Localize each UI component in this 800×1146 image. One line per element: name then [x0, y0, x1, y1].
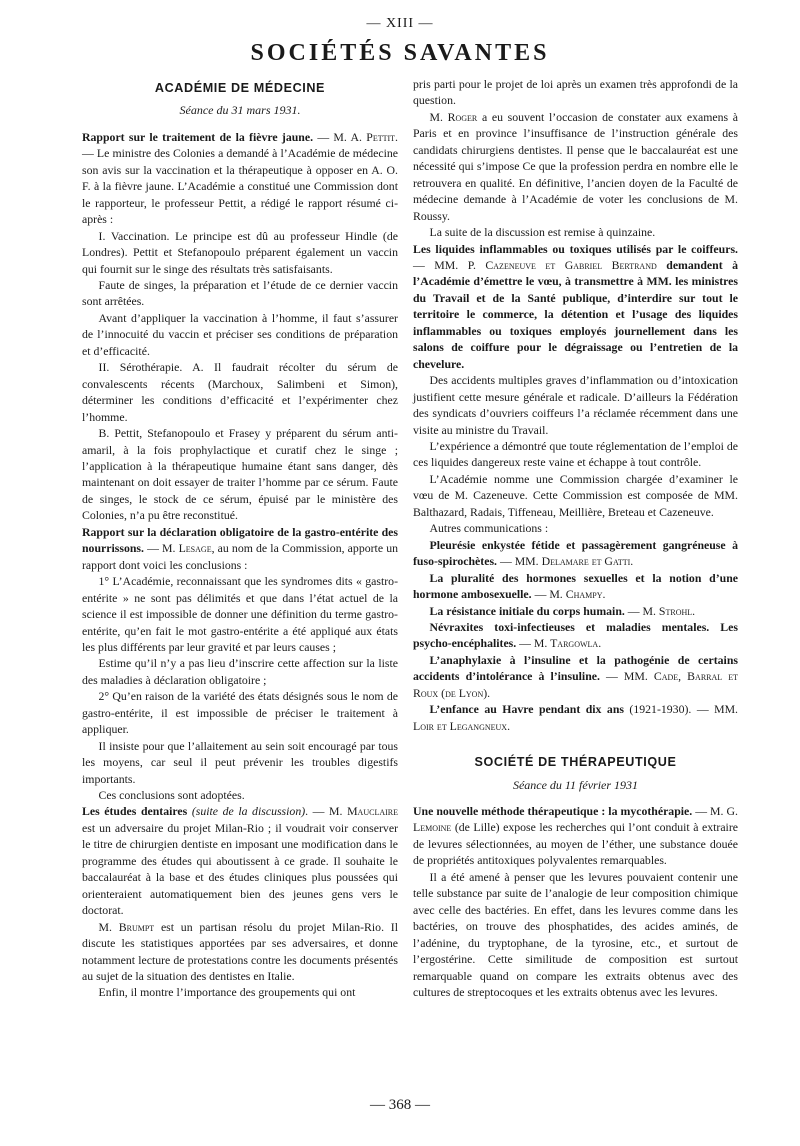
communication-title: Pleurésie enkystée fétide et passagèrement gangréneuse à fuso-spirochètes. — [413, 537, 738, 569]
communication-title: La résistance initiale du corps humain. — [429, 603, 625, 618]
communication-item — [413, 537, 738, 570]
paragraph: Estime qu’il n’y a pas lieu d’inscrire cette affection sur la liste des maladies à déclaration obligatoire ; — [82, 656, 398, 687]
section-heading-therapeutique: SOCIÉTÉ DE THÉRAPEUTIQUE — [474, 755, 677, 770]
communication-item — [413, 701, 738, 734]
text: M. — [429, 109, 448, 124]
author-name: — MM. Cade, Barral et Roux (de Lyon). — [413, 669, 738, 700]
author-name: Lesage — [178, 541, 212, 556]
dash: — M. G. — [692, 804, 738, 819]
paragraph: Enfin, il montre l’importance des groupements qui ont — [98, 985, 356, 1000]
paragraph — [82, 919, 398, 985]
communication-item — [413, 603, 738, 619]
years: (1921-1930). — [623, 702, 692, 717]
author-name: Mauclaire — [347, 804, 398, 819]
page-number: — 368 — — [370, 1097, 430, 1113]
author-name: — MM. Loir et Legangneux. — [413, 702, 739, 733]
paragraph: L’Académie nomme une Commission chargée d’examiner le vœu de M. Cazeneuve. Cette Commission est composée de MM. Balthazard, Radais, Tiffeneau, Meillière, Breteau et Cazeneuve. — [413, 471, 738, 519]
report-title: Une nouvelle méthode thérapeutique : la mycothérapie. — [413, 804, 693, 819]
paragraph — [413, 109, 738, 224]
paragraph — [82, 524, 398, 573]
paragraph: Il a été amené à penser que les levures pouvaient contenir une telle substance par suite de l’analogie de leur composition chimique avec celle des bactéries. En effet, dans les levures comme dans les bactéries, on trouve des phosphatides, des acides aminés, de l’adénine, du tryptophane, de la tyrosine, etc., et surtout de l’ergostérine. Cette similitude de composition est surtout remarquable quand on compare les extraits obtenus avec des cultures de streptocoques et les extraits obtenus avec les levures. — [413, 869, 738, 1000]
dash: — M. — [143, 541, 179, 556]
communication-item — [413, 570, 738, 603]
text: est un adversaire du projet Milan-Rio ; il voudrait voir conserver le titre de chirurgien dentiste en imposant une modification dans le programme des études qui aboutissent à ce grade. Il souhaite le baccalauréat à la base et des études cliniques plus poussées qui orienteraient automatiquement bien des jeunes gens vers le doctorat. — [82, 820, 398, 918]
communication-title: La pluralité des hormones sexuelles et la notion d’une hormone ambosexuelle. — [413, 570, 738, 602]
communication-item — [413, 652, 738, 701]
text: , au nom de la Commission, apporte un rapport dont voici les conclusions : — [82, 541, 398, 572]
dash: — MM. — [413, 257, 468, 272]
paragraph: Des accidents multiples graves d’inflammation ou d’intoxication justifient cette mesure générale et radicale. D’ailleurs la Fédération des syndicats d’ouvriers coiffeurs l’a réclamée récemment dans une visite au ministre du Travail. — [413, 373, 738, 437]
communication-title: Névraxites toxi-infectieuses et maladies mentales. Les psycho-encéphalites. — [413, 619, 738, 651]
author-name: — M. Champy. — [531, 587, 606, 602]
author-name: — MM. Delamare et Gatti. — [497, 554, 634, 569]
paragraph: B. Pettit, Stefanopoulo et Frasey y préparent du sérum anti-amaril, à la fois prophylactique et curatif chez le singe ; l’application à la thérapeutique humaine étant sans danger, dès maintenant on doit essayer de traiter l’homme par ce sérum. Faute de singes, le stock de ce sérum, épuisé par le ministère des Colonies, n’a pu être reconstitué. — [82, 426, 398, 523]
paragraph: 1° L’Académie, reconnaissant que les syndromes dits « gastro-entérite » ne sont pas délimités et que dans l’état actuel de la science il est impossible de donner une définition du terme gastro-entérite, qu’en fait le mot gastro-entérite a été appliqué aux états les plus différents par leur gravité et par leurs causes ; — [82, 574, 398, 654]
paragraph: 2° Qu’en raison de la variété des états désignés sous le nom de gastro-entérite, il est impossible de préciser le traitement à appliquer. — [82, 689, 398, 737]
section-heading-academie: ACADÉMIE DE MÉDECINE — [154, 81, 326, 95]
dash: . — M. — [305, 804, 348, 819]
dash: — M. A. — [313, 129, 367, 144]
paragraph: Ces conclusions sont adoptées. — [98, 788, 245, 803]
paragraph: L’expérience a démontré que toute réglementation de l’emploi de ces liquides dangereux reste vaine et échappe à tout contrôle. — [413, 438, 738, 470]
paragraph — [82, 803, 398, 918]
report-title: Les liquides inflammables ou toxiques utilisés par le coiffeurs. — [413, 241, 738, 256]
right-column — [413, 76, 738, 1000]
paragraph: Il insiste pour que l’allaitement au sein soit encouragé par tous les moyens, car seul il peut prévenir les troubles digestifs importants. — [82, 738, 398, 786]
communication-item — [413, 619, 738, 652]
text: (de Lille) expose les recherches qui l’ont conduit à extraire de levures sélectionnées, au moyen de l’éther, une substance douée de propriétés antitoxiques polyvalentes remarquables. — [413, 820, 738, 868]
report-title: Les études dentaires — [82, 804, 188, 819]
seance-date: Séance du 11 février 1931 — [512, 777, 639, 792]
author-name: Roger — [447, 109, 478, 124]
left-column — [82, 76, 398, 1001]
communication-title: L’anaphylaxie à l’insuline et la pathogénie de certains accidents d’intolérance à l’insuline. — [413, 652, 738, 684]
paragraph: Autres communications : — [429, 521, 549, 536]
paragraph — [82, 129, 398, 228]
author-name: Lemoine — [413, 820, 452, 835]
text: M. — [98, 919, 119, 934]
report-title: Rapport sur la déclaration obligatoire de la gastro-entérite des nourrissons. — [82, 524, 398, 556]
text: . — Le ministre des Colonies a demandé à l’Académie de médecine son avis sur la vaccination et la thérapeutique à opposer en A. O. F. à la fièvre jaune. L’Académie a constitué une Commission dont le rapporteur, le professeur Pettit, a rédigé le rapport résumé ci-après : — [82, 129, 398, 227]
paragraph: Faute de singes, la préparation et l’étude de ce dernier vaccin sont arrêtées. — [82, 277, 398, 309]
text: a eu souvent l’occasion de constater aux examens à Paris et en province l’insuffisance de l’instruction générale des candidats chirurgiens dentistes. Il pense que le baccalauréat est une nécessité qui s’impose Ce que la profession perdra en nombre elle le retrouvera en qualité. En définitive, l’ancien doyen de la Faculté de médecine demande à l’Académie de voter les conclusions de M. Roussy. — [413, 109, 738, 223]
paragraph: Avant d’appliquer la vaccination à l’homme, il faut s’assurer de l’innocuité du vaccin et préciser ses conditions de préparation et d’efficacité. — [82, 310, 398, 358]
author-name: P. Cazeneuve et Gabriel Bertrand — [467, 257, 657, 272]
author-name: Brumpt — [118, 919, 155, 934]
paragraph: I. Vaccination. Le principe est dû au professeur Hindle (de Londres). Pettit et Stefanopoulo préparent également un vaccin qui fournit sur le singe des résultats très satisfaisants. — [82, 228, 398, 276]
paragraph: La suite de la discussion est remise à quinzaine. — [429, 225, 656, 240]
author-name: — M. Targowla. — [516, 636, 602, 651]
seance-date: Séance du 31 mars 1931. — [179, 103, 301, 118]
page-title: SOCIÉTÉS SAVANTES — [250, 40, 550, 66]
text: demandent à l’Académie d’émettre le vœu, à transmettre à MM. les ministres du Travail et de la Santé publique, d’interdire sur tout le territoire le commerce, la détention et l’usage des liquides inflammables ou toxiques employés journellement dans les salons de coiffure pour le dégraissage ou l’entretien de la chevelure. — [413, 257, 739, 371]
communication-title: L’enfance au Havre pendant dix ans — [429, 702, 624, 717]
report-title: Rapport sur le traitement de la fièvre jaune. — [82, 129, 314, 144]
paragraph — [413, 241, 738, 373]
paragraph — [413, 803, 738, 869]
paragraph: II. Sérothérapie. A. Il faudrait récolter du sérum de convalescents récents (Marchoux, Salimbeni et Simon), déterminer les conditions d’efficacité et l’expérimenter chez l’homme. — [82, 360, 398, 424]
author-name: — M. Strohl. — [624, 603, 696, 618]
roman-page-number: — XIII — — [366, 16, 434, 31]
author-name: Pettit — [366, 129, 396, 144]
italic-note: (suite de la discussion) — [187, 804, 306, 819]
paragraph: pris parti pour le projet de loi après un examen très approfondi de la question. — [413, 77, 738, 108]
text: est un partisan résolu du projet Milan-Rio. Il discute les statistiques apportées par ses adversaires, et donne notamment lecture de protestations contre les documents présentés au sujet de la situation des dentistes en Italie. — [82, 919, 399, 984]
